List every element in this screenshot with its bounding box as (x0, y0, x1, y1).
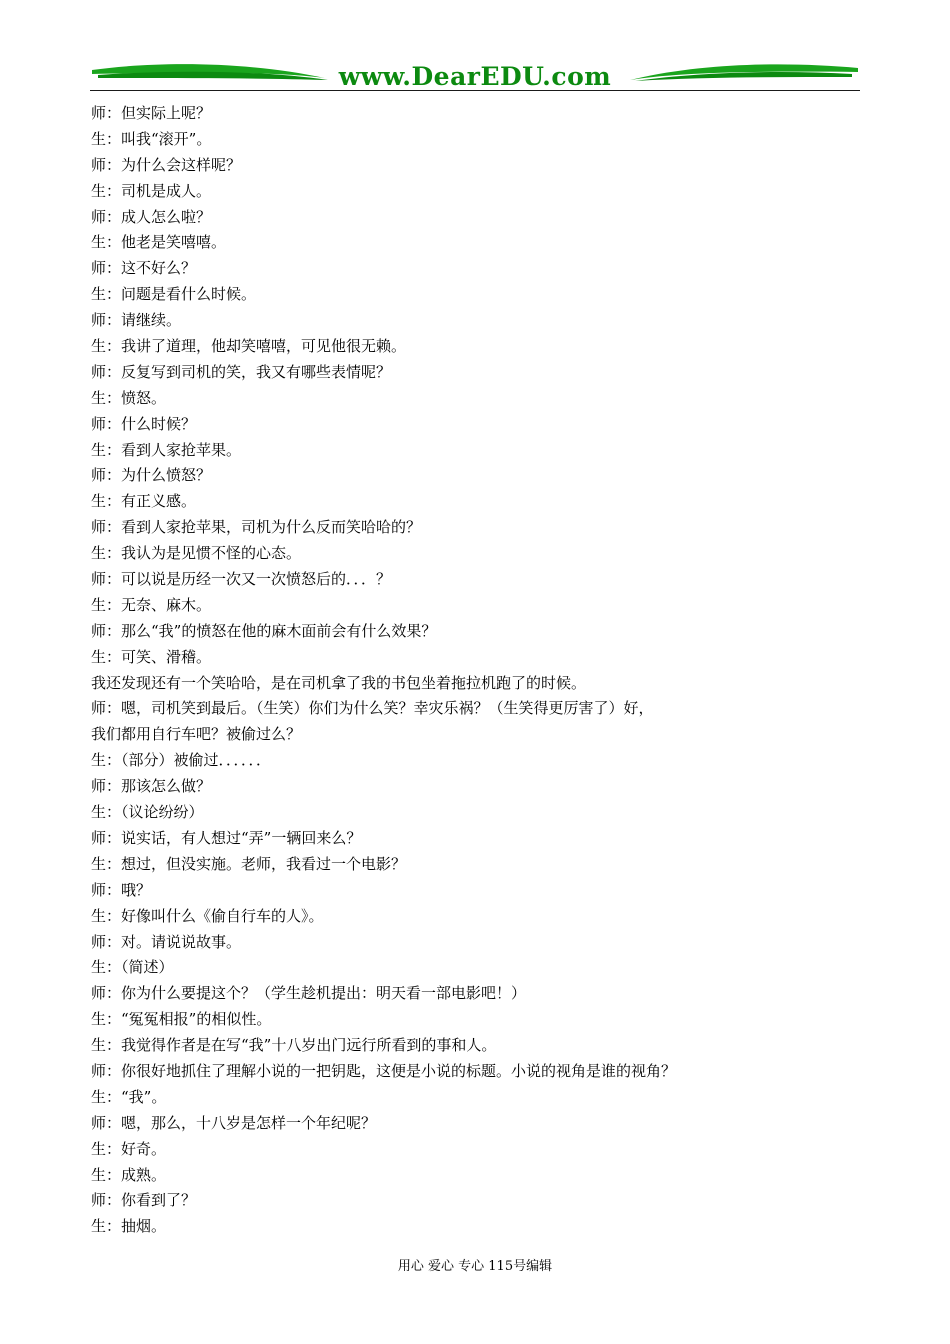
transcript-line: 生：好奇。 (91, 1139, 167, 1158)
transcript-line: 师：为什么愤怒？ (91, 466, 212, 485)
transcript-line: 师：对。请说说故事。 (91, 932, 242, 951)
transcript-line: 生：他老是笑嘻嘻。 (91, 233, 227, 252)
transcript-line: 我们都用自行车吧？被偷过么？ (91, 725, 302, 744)
site-header (90, 58, 860, 94)
transcript-line: 师：哦？ (91, 880, 152, 899)
transcript-line: 生：好像叫什么《偷自行车的人》。 (91, 906, 324, 925)
transcript-line: 生：叫我“滚开”。 (91, 129, 212, 148)
dialogue-transcript (91, 101, 871, 1240)
transcript-line: 师：反复写到司机的笑，我又有哪些表情呢？ (91, 362, 392, 381)
transcript-line: 生：成熟。 (91, 1165, 167, 1184)
transcript-line: 生：想过，但没实施。老师，我看过一个电影？ (91, 854, 407, 873)
transcript-line: 生：问题是看什么时候。 (91, 285, 257, 304)
transcript-line: 我还发现还有一个笑哈哈，是在司机拿了我的书包坐着拖拉机跑了的时候。 (91, 673, 587, 692)
transcript-line: 师：嗯，那么，十八岁是怎样一个年纪呢？ (91, 1113, 377, 1132)
header-divider (90, 90, 860, 91)
transcript-line: 师：为什么会这样呢？ (91, 155, 242, 174)
transcript-line: 师：看到人家抢苹果，司机为什么反而笑哈哈的？ (91, 518, 422, 537)
page-footer: 用心 爱心 专心 115号编辑 (397, 1259, 553, 1274)
transcript-line: 师：你很好地抓住了理解小说的一把钥匙，这便是小说的标题。小说的视角是谁的视角？ (91, 1061, 677, 1080)
transcript-line: 师：你为什么要提这个？（学生趁机提出：明天看一部电影吧！） (91, 984, 527, 1003)
transcript-line: 生：司机是成人。 (91, 181, 212, 200)
transcript-line: 师：但实际上呢？ (91, 104, 212, 122)
transcript-line: 师：说实话，有人想过“弄”一辆回来么？ (91, 828, 362, 847)
transcript-line: 师：成人怎么啦？ (91, 207, 212, 226)
transcript-line: 生：可笑、滑稽。 (91, 647, 212, 666)
transcript-line: 生：“我”。 (91, 1087, 167, 1106)
transcript-line: 师：这不好么？ (91, 259, 197, 278)
transcript-line: 生：（议论纷纷） (91, 803, 204, 822)
transcript-line: 师：可以说是历经一次又一次愤怒后的．．．？ (91, 570, 392, 589)
transcript-line: 生：我觉得作者是在写“我”十八岁出门远行所看到的事和人。 (91, 1036, 497, 1055)
transcript-line: 师：那该怎么做？ (91, 777, 212, 796)
transcript-line: 生：无奈、麻木。 (91, 595, 212, 614)
transcript-line: 师：你看到了？ (91, 1191, 197, 1210)
transcript-line: 生：我认为是见惯不怪的心态。 (91, 544, 302, 563)
transcript-line: 生：愤怒。 (91, 388, 167, 407)
transcript-line: 师：那么“我”的愤怒在他的麻木面前会有什么效果？ (91, 621, 437, 640)
site-logo[interactable]: www.DearEDU.com (338, 62, 612, 91)
transcript-line: 生：我讲了道理，他却笑嘻嘻，可见他很无赖。 (91, 337, 407, 356)
transcript-line: 师：请继续。 (91, 311, 182, 330)
transcript-line: 生：抽烟。 (91, 1217, 167, 1236)
transcript-line: 师：什么时候？ (91, 414, 197, 433)
transcript-line: 师：嗯，司机笑到最后。（生笑）你们为什么笑？幸灾乐祸？（生笑得更厉害了）好， (91, 699, 654, 718)
transcript-line: 生：看到人家抢苹果。 (91, 440, 242, 459)
transcript-line: 生：（部分）被偷过．．．．．． (91, 751, 272, 770)
transcript-line: 生：（简述） (91, 958, 174, 977)
transcript-line: 生：有正义感。 (91, 492, 197, 511)
transcript-line: 生：“冤冤相报”的相似性。 (91, 1010, 272, 1029)
